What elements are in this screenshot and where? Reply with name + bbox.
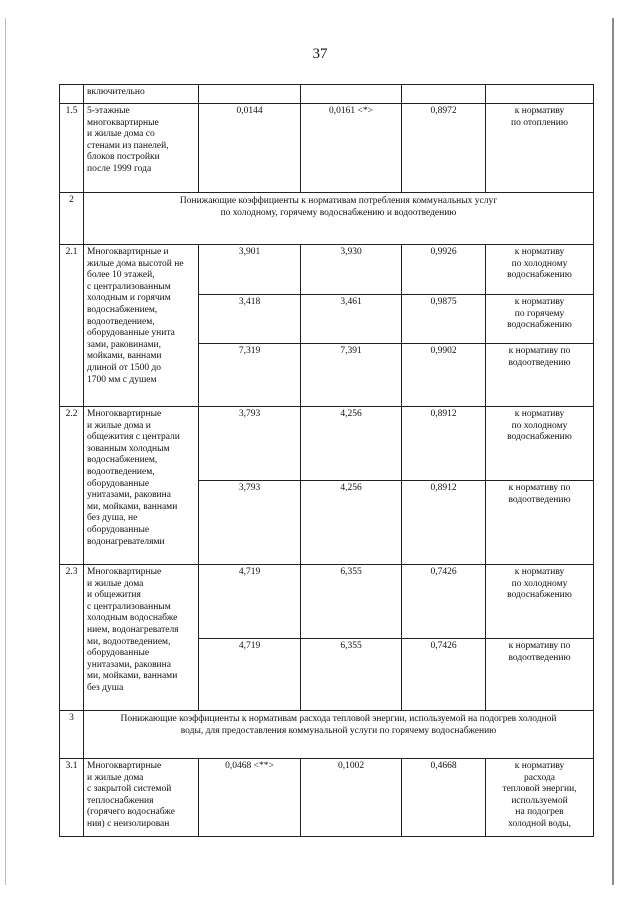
value-cell: 6,355 bbox=[301, 639, 402, 711]
value-cell: 0,4668 bbox=[402, 759, 486, 837]
section-row bbox=[60, 711, 594, 759]
table-row bbox=[60, 759, 594, 837]
value-cell: 3,793 bbox=[199, 481, 301, 565]
value-cell: 7,319 bbox=[199, 344, 301, 407]
value-cell: 4,719 bbox=[199, 565, 301, 639]
value-cell: 6,355 bbox=[301, 565, 402, 639]
value-cell: 0,9902 bbox=[402, 344, 486, 407]
value-cell: 4,256 bbox=[301, 407, 402, 481]
housing-type: Многоквартирные и жилые дома и общежития с централизованным холодным водоснабже нием, водонагревателя ми, водоотведением, оборудованные унитазами, раковина ми, мойками, ваннами без душа bbox=[84, 565, 199, 711]
row-number: 2.3 bbox=[60, 565, 84, 711]
coefficients-table bbox=[59, 84, 594, 837]
scan-edge-right bbox=[612, 18, 614, 885]
value-cell: 0,8912 bbox=[402, 407, 486, 481]
housing-type: Многоквартирные и жилые дома высотой не более 10 этажей, с централизованным холодным и горячим водоснабжением, водоотведением, оборудованные унита зами, раковинами, мойками, ваннами длиной от 1500 до 1700 мм с душем bbox=[84, 245, 199, 407]
note-cell: к нормативу по горячему водоснабжению bbox=[486, 295, 594, 344]
value-cell: 7,391 bbox=[301, 344, 402, 407]
note-cell: к нормативу по отоплению bbox=[486, 104, 594, 193]
housing-type: Многоквартирные и жилые дома и общежития с централи зованным холодным водоснабжением, водоотведением, оборудованные унитазами, раковина ми, мойками, ваннами без душа, не оборудованные водонагревателями bbox=[84, 407, 199, 565]
value-cell: 3,418 bbox=[199, 295, 301, 344]
value-cell: 0,7426 bbox=[402, 639, 486, 711]
section-row bbox=[60, 193, 594, 245]
value-cell: 0,8912 bbox=[402, 481, 486, 565]
note-cell bbox=[486, 85, 594, 104]
value-cell: 3,901 bbox=[199, 245, 301, 295]
value-cell: 0,9875 bbox=[402, 295, 486, 344]
value-cell: 3,461 bbox=[301, 295, 402, 344]
value-cell: 3,793 bbox=[199, 407, 301, 481]
note-cell: к нормативу по водоотведению bbox=[486, 481, 594, 565]
row-number: 2.1 bbox=[60, 245, 84, 407]
note-cell: к нормативу расхода тепловой энергии, используемой на подогрев холодной воды, bbox=[486, 759, 594, 837]
row-number: 1.5 bbox=[60, 104, 84, 193]
note-cell: к нормативу по водоотведению bbox=[486, 639, 594, 711]
value-cell: 0,1002 bbox=[301, 759, 402, 837]
value-cell: 4,256 bbox=[301, 481, 402, 565]
housing-type: Многоквартирные и жилые дома с закрытой системой теплоснабжения (горячего водоснабже ния) с неизолирован bbox=[84, 759, 199, 837]
table-row bbox=[60, 104, 594, 193]
table-row bbox=[60, 85, 594, 104]
note-cell: к нормативу по водоотведению bbox=[486, 344, 594, 407]
section-title: Понижающие коэффициенты к нормативам потребления коммунальных услуг по холодному, горячему водоснабжению и водоотведению bbox=[84, 193, 594, 245]
table-row bbox=[60, 407, 594, 481]
housing-type: включительно bbox=[84, 85, 199, 104]
value-cell: 0,7426 bbox=[402, 565, 486, 639]
table-row bbox=[60, 245, 594, 295]
section-number: 2 bbox=[60, 193, 84, 245]
section-title: Понижающие коэффициенты к нормативам расхода тепловой энергии, используемой на подогрев холодной воды, для предоставления коммунальной услуги по горячему водоснабжению bbox=[84, 711, 594, 759]
value-cell: 0,8972 bbox=[402, 104, 486, 193]
note-cell: к нормативу по холодному водоснабжению bbox=[486, 245, 594, 295]
row-number bbox=[60, 85, 84, 104]
value-cell: 3,930 bbox=[301, 245, 402, 295]
value-cell: 0,0161 <*> bbox=[301, 104, 402, 193]
value-cell: 4,719 bbox=[199, 639, 301, 711]
table-row bbox=[60, 565, 594, 639]
value-cell: 0,0144 bbox=[199, 104, 301, 193]
value-cell: 0,0468 <**> bbox=[199, 759, 301, 837]
note-cell: к нормативу по холодному водоснабжению bbox=[486, 407, 594, 481]
value-cell bbox=[402, 85, 486, 104]
value-cell: 0,9926 bbox=[402, 245, 486, 295]
scan-edge-left bbox=[5, 18, 6, 885]
value-cell bbox=[199, 85, 301, 104]
section-number: 3 bbox=[60, 711, 84, 759]
row-number: 3.1 bbox=[60, 759, 84, 837]
value-cell bbox=[301, 85, 402, 104]
housing-type: 5-этажные многоквартирные и жилые дома со стенами из панелей, блоков постройки после 1999 года bbox=[84, 104, 199, 193]
row-number: 2.2 bbox=[60, 407, 84, 565]
note-cell: к нормативу по холодному водоснабжению bbox=[486, 565, 594, 639]
page-number: 37 bbox=[312, 46, 328, 62]
